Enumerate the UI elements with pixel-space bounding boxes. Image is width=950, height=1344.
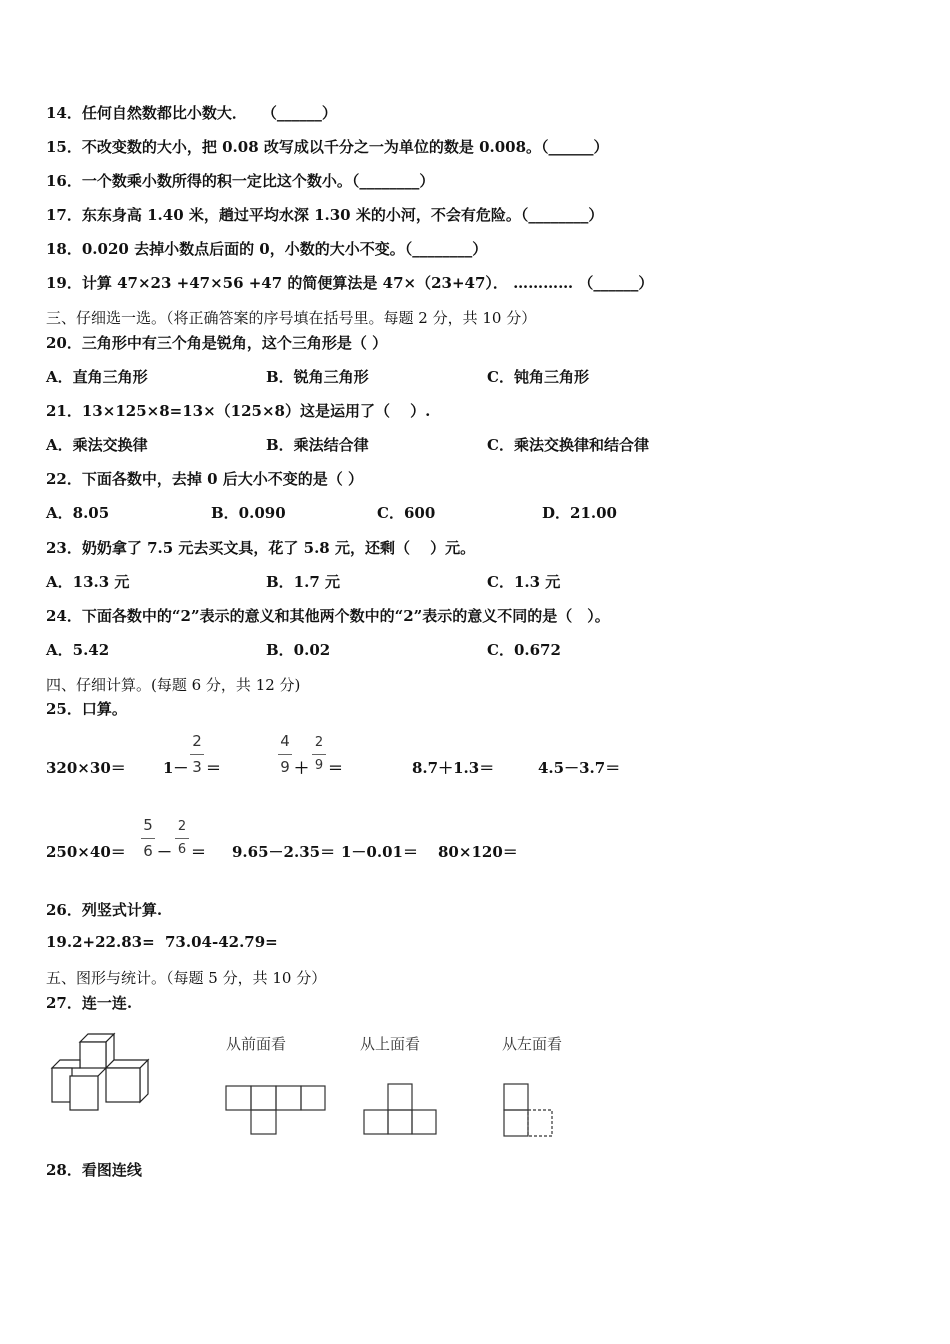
- q23-option-b: B．1.7 元: [266, 573, 340, 591]
- calc-80x120: 80×120＝: [438, 843, 518, 861]
- question-14: 14．任何自然数都比小数大． （______）: [46, 104, 337, 122]
- calc-1-minus-0-01: 1－0.01＝: [341, 843, 418, 861]
- fraction-denominator: 9: [280, 758, 290, 776]
- q20-option-b: B．锐角三角形: [266, 368, 369, 386]
- fraction-numerator: 2: [177, 819, 187, 834]
- fraction-numerator: 4: [280, 732, 290, 750]
- vertical-calc-b: 73.04-42.79=: [165, 933, 278, 951]
- question-17: 17．东东身高 1.40 米，趟过平均水深 1.30 米的小河，不会有危险。（________）: [46, 206, 604, 224]
- calc-9-65-minus-2-35: 9.65－2.35＝: [232, 843, 336, 861]
- question-16: 16．一个数乘小数所得的积一定比这个数小。（________）: [46, 172, 435, 190]
- fraction-bar: [278, 754, 292, 755]
- q20-option-c: C．钝角三角形: [487, 368, 589, 386]
- fraction-numerator: 2: [314, 735, 324, 750]
- view-top-shape: [362, 1082, 442, 1136]
- calc-minus: －: [157, 843, 173, 861]
- view-left-shape: [502, 1082, 558, 1138]
- q21-option-a: A．乘法交换律: [46, 436, 148, 454]
- fraction-numerator: 5: [143, 816, 153, 834]
- fraction-denominator: 6: [143, 842, 153, 860]
- fraction-bar: [141, 838, 155, 839]
- fraction-bar: [175, 838, 189, 839]
- fraction-bar: [190, 754, 204, 755]
- question-22: 22．下面各数中，去掉 0 后大小不变的是（ ）: [46, 470, 363, 488]
- cube-stack-figure: [48, 1030, 168, 1112]
- question-24: 24．下面各数中的“2”表示的意义和其他两个数中的“2”表示的意义不同的是（ ）。: [46, 607, 610, 625]
- fraction-denominator: 6: [177, 842, 187, 857]
- calc-250x40: 250×40＝: [46, 843, 126, 861]
- question-21: 21．13×125×8=13×（125×8）这是运用了（ ）.: [46, 402, 431, 420]
- view-front-label: 从前面看: [226, 1035, 287, 1053]
- view-left-label: 从左面看: [502, 1035, 563, 1053]
- q22-option-d: D．21.00: [542, 504, 617, 522]
- view-front-shape: [224, 1084, 328, 1136]
- question-27: 27．连一连.: [46, 994, 133, 1012]
- calc-320x30: 320×30＝: [46, 759, 126, 777]
- q24-option-c: C．0.672: [487, 641, 561, 659]
- calc-equals: ＝: [328, 759, 344, 777]
- fraction-numerator: 2: [192, 732, 202, 750]
- q24-option-b: B．0.02: [266, 641, 331, 659]
- calc-plus: ＋: [294, 759, 310, 777]
- question-23: 23．奶奶拿了 7.5 元去买文具，花了 5.8 元，还剩（ ）元。: [46, 539, 476, 557]
- q24-option-a: A．5.42: [46, 641, 110, 659]
- question-18: 18．0.020 去掉小数点后面的 0，小数的大小不变。（________）: [46, 240, 488, 258]
- q22-option-a: A．8.05: [46, 504, 110, 522]
- question-25: 25．口算。: [46, 700, 127, 718]
- vertical-calc-a: 19.2+22.83=: [46, 933, 155, 951]
- calc-4-5-minus-3-7: 4.5－3.7＝: [538, 759, 621, 777]
- calc-1-minus-prefix: 1－: [163, 759, 189, 777]
- q23-option-a: A．13.3 元: [46, 573, 130, 591]
- calc-equals: ＝: [191, 843, 207, 861]
- q20-option-a: A．直角三角形: [46, 368, 148, 386]
- question-15: 15．不改变数的大小，把 0.08 改写成以千分之一为单位的数是 0.008。（______）: [46, 138, 609, 156]
- fraction-denominator: 9: [314, 758, 324, 773]
- question-20: 20．三角形中有三个角是锐角，这个三角形是（ ）: [46, 334, 388, 352]
- calc-8-7-plus-1-3: 8.7＋1.3＝: [412, 759, 495, 777]
- section-3-heading: 三、仔细选一选。（将正确答案的序号填在括号里。每题 2 分，共 10 分）: [46, 309, 537, 327]
- q23-option-c: C．1.3 元: [487, 573, 561, 591]
- q22-option-c: C．600: [377, 504, 436, 522]
- calc-equals: ＝: [206, 759, 222, 777]
- q21-option-b: B．乘法结合律: [266, 436, 369, 454]
- fraction-bar: [312, 754, 326, 755]
- question-26: 26．列竖式计算.: [46, 901, 163, 919]
- q22-option-b: B．0.090: [211, 504, 286, 522]
- question-19: 19．计算 47×23 +47×56 +47 的简便算法是 47×（23+47）． ………… （______）: [46, 274, 654, 292]
- question-28: 28．看图连线: [46, 1161, 142, 1179]
- view-top-label: 从上面看: [360, 1035, 421, 1053]
- section-4-heading: 四、仔细计算。(每题 6 分，共 12 分): [46, 676, 301, 694]
- fraction-denominator: 3: [192, 758, 202, 776]
- section-5-heading: 五、图形与统计。（每题 5 分，共 10 分）: [46, 969, 327, 987]
- q21-option-c: C．乘法交换律和结合律: [487, 436, 649, 454]
